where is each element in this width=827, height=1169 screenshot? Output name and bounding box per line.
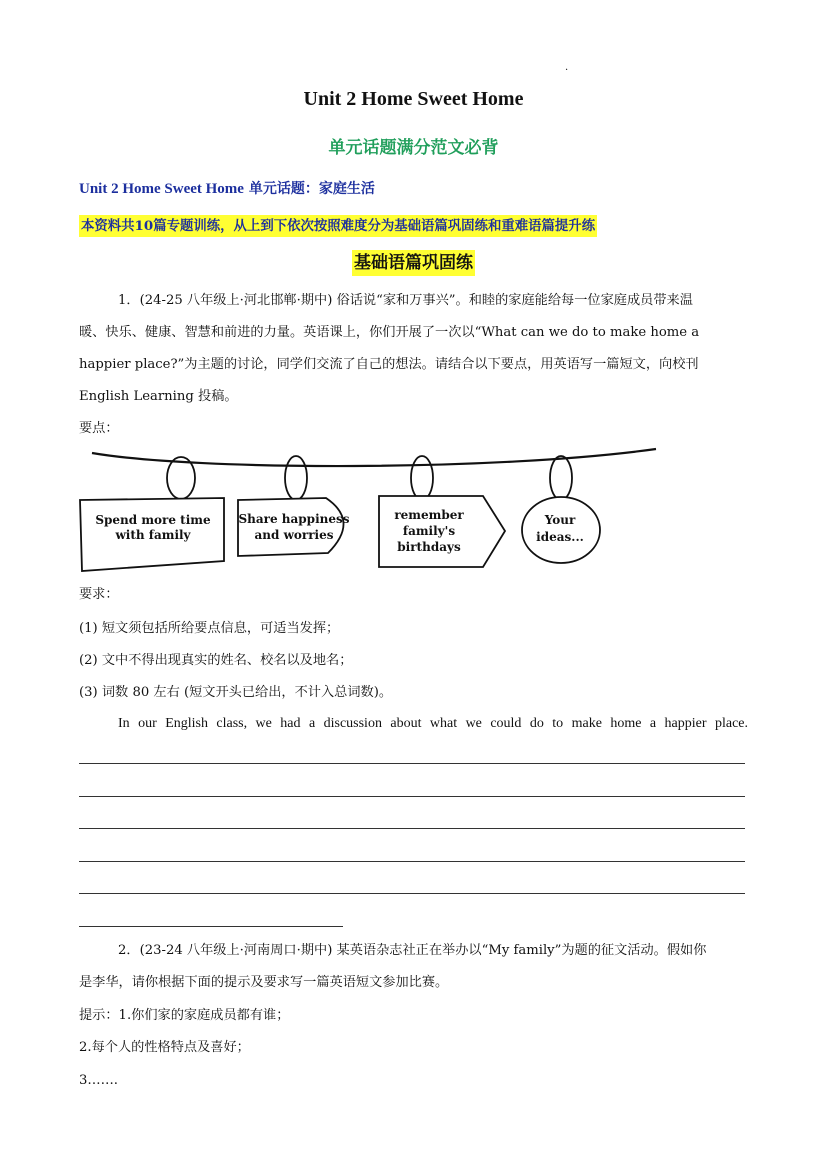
tag-3-line1: remember	[394, 508, 464, 522]
section-heading-text: 基础语篇巩固练	[352, 250, 475, 276]
tag-3-line2: family's	[402, 524, 456, 538]
loop-3	[411, 456, 433, 500]
tag-1-line2: with family	[115, 528, 191, 542]
topic-label: 单元话题：家庭生活	[248, 181, 375, 197]
q2-line1: 2．(23-24 八年级上·河南周口·期中) 某英语杂志社正在举办以“My family”为题的征文活动。假如你	[118, 943, 707, 958]
loop-4	[550, 456, 572, 500]
answer-line-5[interactable]	[79, 893, 745, 894]
page-title: Unit 2 Home Sweet Home	[303, 88, 524, 110]
q1-line3: happier place?”为主题的讨论，同学们交流了自己的想法。请结合以下要点，用英语写一篇短文，向校刊	[79, 357, 699, 372]
tag-4-line1: Your	[544, 513, 576, 527]
points-diagram	[78, 443, 663, 578]
answer-line-6[interactable]	[79, 926, 343, 927]
q1-line2: 暖、快乐、健康、智慧和前进的力量。英语课上，你们开展了一次以“What can we do to make home a	[79, 325, 700, 340]
page-subtitle: 单元话题满分范文必背	[328, 138, 499, 158]
tag-2-line1: Share happiness	[238, 512, 350, 526]
loop-2	[285, 456, 307, 500]
q2-hint1: 提示：1.你们家的家庭成员都有谁；	[79, 1008, 290, 1023]
header-dot: .	[565, 62, 569, 73]
essay-opening: In our English class, we had a discussion about what we could do to make home a happier place.	[118, 716, 748, 731]
tag-1-line1: Spend more time	[95, 513, 211, 527]
loop-1	[167, 457, 195, 499]
q2-hint2: 2.每个人的性格特点及喜好；	[79, 1040, 250, 1055]
requirement-1: (1) 短文须包括所给要点信息，可适当发挥；	[79, 621, 340, 636]
answer-line-4[interactable]	[79, 861, 745, 862]
topic-line	[79, 178, 375, 198]
q1-line1: 1．(24-25 八年级上·河北邯郸·期中) 俗话说“家和万事兴”。和睦的家庭能给每一位家庭成员带来温	[118, 293, 693, 308]
tag-2-shape	[238, 498, 344, 556]
topic-unit: Unit 2 Home Sweet Home	[79, 181, 244, 197]
tag-4-line2: ideas...	[536, 530, 584, 544]
answer-line-3[interactable]	[79, 828, 745, 829]
q1-points-label: 要点：	[79, 421, 119, 436]
tag-3-line3: birthdays	[397, 540, 461, 554]
notice-banner: 本资料共10篇专题训练，从上到下依次按照难度分为基础语篇巩固练和重难语篇提升练	[79, 215, 597, 237]
tag-2-line2: and worries	[254, 528, 334, 542]
answer-line-1[interactable]	[79, 763, 745, 764]
section-heading	[0, 250, 827, 276]
answer-line-2[interactable]	[79, 796, 745, 797]
requirements-label: 要求：	[79, 587, 119, 602]
q2-line2: 是李华，请你根据下面的提示及要求写一篇英语短文参加比赛。	[79, 975, 449, 990]
q1-line4: English Learning 投稿。	[79, 389, 238, 404]
requirement-2: (2) 文中不得出现真实的姓名、校名以及地名；	[79, 653, 353, 668]
q2-hint3: 3…….	[79, 1073, 118, 1088]
requirement-3: (3) 词数 80 左右 (短文开头已给出，不计入总词数)。	[79, 685, 393, 700]
